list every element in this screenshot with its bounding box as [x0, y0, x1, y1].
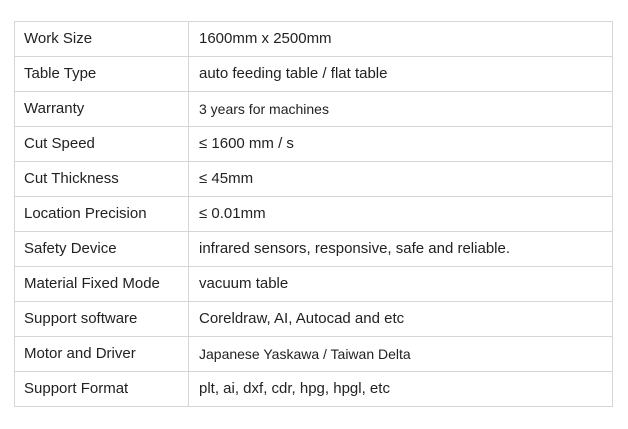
row-value-material-fixed-mode: vacuum table	[189, 267, 613, 302]
row-label-location-precision: Location Precision	[15, 197, 189, 232]
row-label-warranty: Warranty	[15, 92, 189, 127]
row-value-location-precision: ≤ 0.01mm	[189, 197, 613, 232]
row-label-cut-speed: Cut Speed	[15, 127, 189, 162]
row-value-cut-thickness: ≤ 45mm	[189, 162, 613, 197]
row-value-motor-and-driver: Japanese Yaskawa / Taiwan Delta	[189, 337, 613, 372]
table-row	[15, 127, 613, 162]
table-row	[15, 22, 613, 57]
row-value-support-software: Coreldraw, AI, Autocad and etc	[189, 302, 613, 337]
row-label-cut-thickness: Cut Thickness	[15, 162, 189, 197]
row-label-table-type: Table Type	[15, 57, 189, 92]
table-row	[15, 372, 613, 407]
row-value-cut-speed: ≤ 1600 mm / s	[189, 127, 613, 162]
table-row	[15, 337, 613, 372]
row-value-safety-device: infrared sensors, responsive, safe and reliable.	[189, 232, 613, 267]
table-row	[15, 92, 613, 127]
row-value-support-format: plt, ai, dxf, cdr, hpg, hpgl, etc	[189, 372, 613, 407]
row-value-work-size: 1600mm x 2500mm	[189, 22, 613, 57]
table-row	[15, 162, 613, 197]
row-label-work-size: Work Size	[15, 22, 189, 57]
row-label-motor-and-driver: Motor and Driver	[15, 337, 189, 372]
row-label-support-software: Support software	[15, 302, 189, 337]
spec-table	[14, 21, 613, 407]
row-label-safety-device: Safety Device	[15, 232, 189, 267]
table-row	[15, 232, 613, 267]
row-label-support-format: Support Format	[15, 372, 189, 407]
row-value-table-type: auto feeding table / flat table	[189, 57, 613, 92]
table-row	[15, 302, 613, 337]
table-row	[15, 57, 613, 92]
row-value-warranty: 3 years for machines	[189, 92, 613, 127]
table-row	[15, 197, 613, 232]
row-label-material-fixed-mode: Material Fixed Mode	[15, 267, 189, 302]
table-row	[15, 267, 613, 302]
